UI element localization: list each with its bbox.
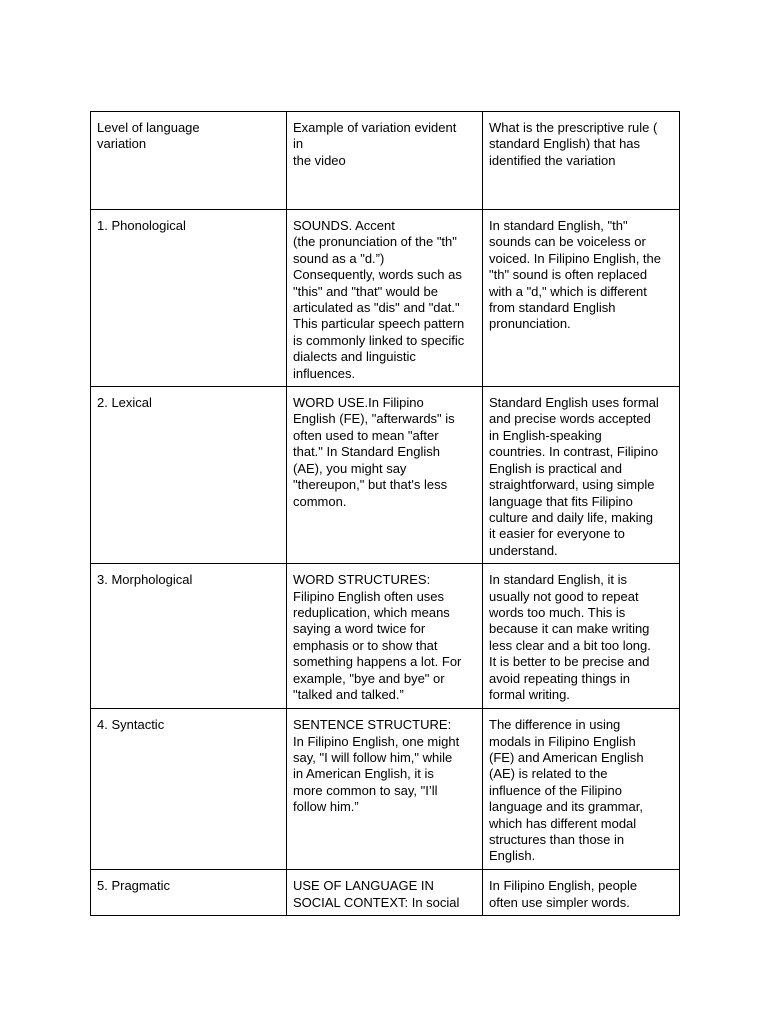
rule-cell: In Filipino English, people often use simpler words. bbox=[483, 870, 680, 916]
table-header-row bbox=[91, 112, 680, 210]
rule-cell: In standard English, "th" sounds can be voiceless or voiced. In Filipino English, the "th" sound is often replaced with a "d," which is different from standard English pronunciation. bbox=[483, 210, 680, 387]
rule-cell: Standard English uses formal and precise words accepted in English-speaking countries. In contrast, Filipino English is practical and straightforward, using simple language that fits Filipino culture and daily life, making it easier for everyone to understand. bbox=[483, 387, 680, 564]
table-row bbox=[91, 387, 680, 564]
level-cell: 3. Morphological bbox=[91, 564, 287, 709]
header-level-cell: Level of language variation bbox=[91, 112, 287, 210]
example-cell: WORD STRUCTURES: Filipino English often uses reduplication, which means saying a word twice for emphasis or to show that something happens a lot. For example, "bye and bye" or "talked and talked.” bbox=[287, 564, 483, 709]
table-row bbox=[91, 709, 680, 870]
table-row bbox=[91, 210, 680, 387]
level-cell: 1. Phonological bbox=[91, 210, 287, 387]
level-cell: 2. Lexical bbox=[91, 387, 287, 564]
header-rule-cell: What is the prescriptive rule ( standard English) that has identified the variation bbox=[483, 112, 680, 210]
example-cell: USE OF LANGUAGE IN SOCIAL CONTEXT: In social bbox=[287, 870, 483, 916]
language-variation-table bbox=[90, 111, 680, 916]
table-row bbox=[91, 870, 680, 916]
example-cell: SOUNDS. Accent (the pronunciation of the "th" sound as a "d.”) Consequently, words such as "this" and "that" would be articulated as "dis" and "dat." This particular speech pattern is commonly linked to specific dialects and linguistic influences. bbox=[287, 210, 483, 387]
example-cell: WORD USE.In Filipino English (FE), "afterwards" is often used to mean "after that." In Standard English (AE), you might say "thereupon," but that's less common. bbox=[287, 387, 483, 564]
rule-cell: In standard English, it is usually not good to repeat words too much. This is because it can make writing less clear and a bit too long. It is better to be precise and avoid repeating things in formal writing. bbox=[483, 564, 680, 709]
rule-cell: The difference in using modals in Filipino English (FE) and American English (AE) is related to the influence of the Filipino language and its grammar, which has different modal structures than those in English. bbox=[483, 709, 680, 870]
example-cell: SENTENCE STRUCTURE: In Filipino English, one might say, "I will follow him," while in American English, it is more common to say, "I’ll follow him.” bbox=[287, 709, 483, 870]
level-cell: 4. Syntactic bbox=[91, 709, 287, 870]
table-row bbox=[91, 564, 680, 709]
header-example-cell: Example of variation evident in the video bbox=[287, 112, 483, 210]
level-cell: 5. Pragmatic bbox=[91, 870, 287, 916]
